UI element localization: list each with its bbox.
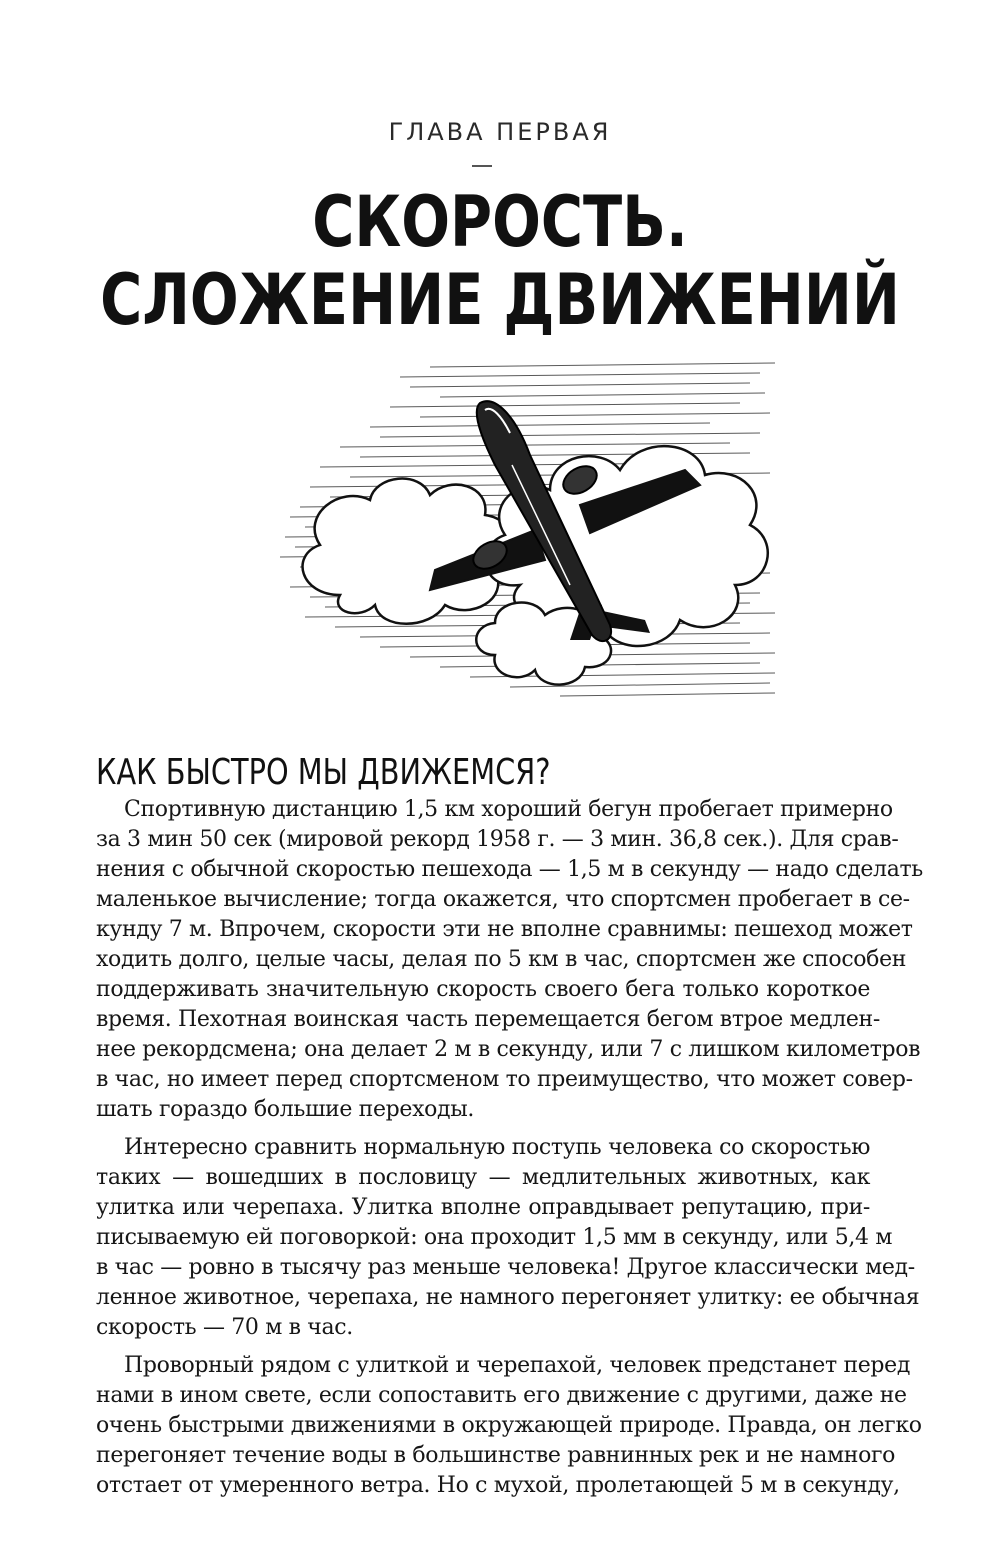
- text-line: таких — вошедших в пословицу — медлительных животных, как: [96, 1165, 870, 1190]
- text-line: Спортивную дистанцию 1,5 км хороший бегун пробегает примерно: [124, 797, 893, 822]
- text-line: скорость — 70 м в час.: [96, 1315, 353, 1340]
- text-line: кунду 7 м. Впрочем, скорости эти не вполне сравнимы: пешеход может: [96, 917, 913, 942]
- text-line: нее рекордсмена; она делает 2 м в секунду, или 7 с лишком километров: [96, 1037, 921, 1062]
- chapter-divider: [472, 165, 492, 167]
- text-line: маленькое вычисление; тогда окажется, что спортсмен пробегает в се-: [96, 887, 910, 912]
- text-line: за 3 мин 50 сек (мировой рекорд 1958 г. — 3 мин. 36,8 сек.). Для срав-: [96, 827, 899, 852]
- text-line: ленное животное, черепаха, не намного перегоняет улитку: ее обычная: [96, 1285, 920, 1310]
- text-line: ходить долго, целые часы, делая по 5 км в час, спортсмен же способен: [96, 947, 907, 972]
- text-line: улитка или черепаха. Улитка вполне оправдывает репутацию, при-: [96, 1195, 870, 1220]
- text-line: перегоняет течение воды в большинстве равнинных рек и не намного: [96, 1443, 896, 1468]
- section-heading: КАК БЫСТРО МЫ ДВИЖЕМСЯ?: [96, 752, 551, 793]
- text-line: нами в ином свете, если сопоставить его движение с другими, даже не: [96, 1383, 907, 1408]
- body-text: [96, 795, 923, 1509]
- paragraph: [96, 1133, 920, 1343]
- text-line: Интересно сравнить нормальную поступь человека со скоростью: [124, 1135, 870, 1160]
- chapter-label: ГЛАВА ПЕРВАЯ: [388, 118, 612, 146]
- text-line: в час — ровно в тысячу раз меньше человека! Другое классически мед-: [96, 1255, 915, 1280]
- chapter-title-line-2: СЛОЖЕНИЕ ДВИЖЕНИЙ: [100, 259, 900, 341]
- text-line: в час, но имеет перед спортсменом то преимущество, что может совер-: [96, 1067, 913, 1092]
- paragraph: [96, 1351, 922, 1501]
- text-line: очень быстрыми движениями в окружающей природе. Правда, он легко: [96, 1413, 922, 1438]
- airplane-in-clouds-illustration: [280, 355, 780, 700]
- text-line: поддерживать значительную скорость своего бега только короткое: [96, 977, 870, 1002]
- chapter-title: [90, 183, 910, 339]
- paragraph: [96, 795, 923, 1125]
- text-line: время. Пехотная воинская часть перемещается бегом втрое медлен-: [96, 1007, 880, 1032]
- text-line: нения с обычной скоростью пешехода — 1,5 м в секунду — надо сделать: [96, 857, 923, 882]
- chapter-title-line-1: СКОРОСТЬ.: [312, 181, 688, 263]
- text-line: шать гораздо большие переходы.: [96, 1097, 475, 1122]
- text-line: отстает от умеренного ветра. Но с мухой, пролетающей 5 м в секунду,: [96, 1473, 900, 1498]
- text-line: Проворный рядом с улиткой и черепахой, человек предстанет перед: [124, 1353, 911, 1378]
- text-line: писываемую ей поговоркой: она проходит 1,5 мм в секунду, или 5,4 м: [96, 1225, 893, 1250]
